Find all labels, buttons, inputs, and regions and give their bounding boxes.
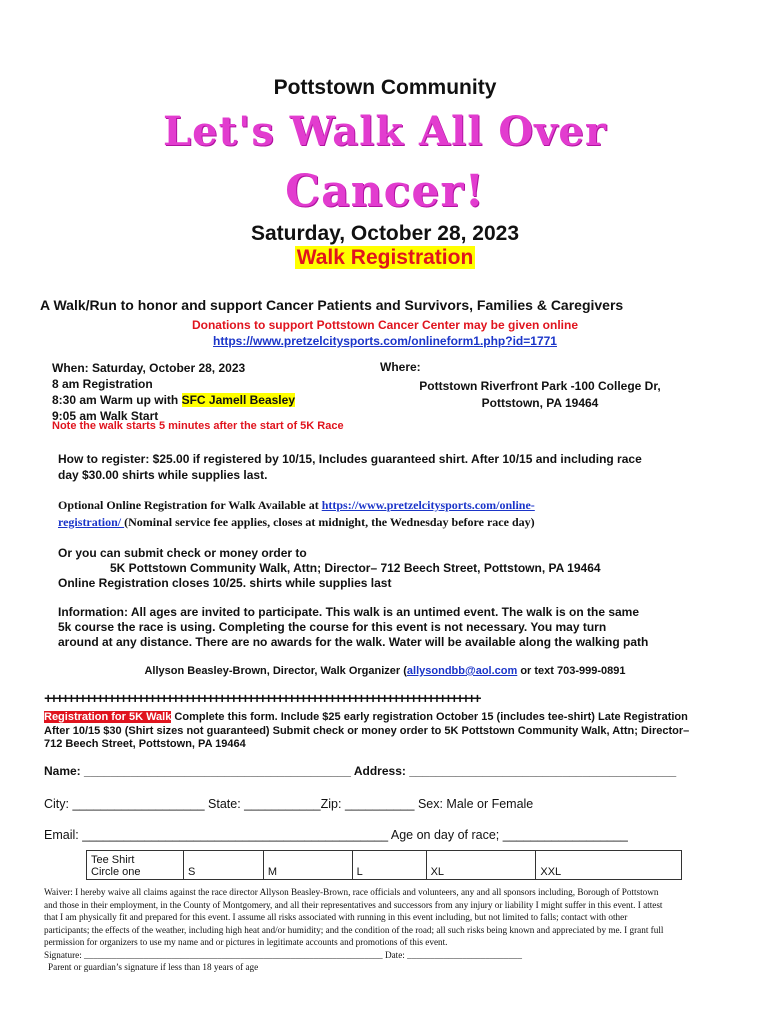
shirt-size-xxl[interactable]: XXL <box>536 851 682 880</box>
mail-line-2: 5K Pottstown Community Walk, Attn; Director– 712 Beech Street, Pottstown, PA 19464 <box>110 561 601 575</box>
organizer-contact <box>0 665 770 677</box>
online-suffix: (Nominal service fee applies, closes at midnight, the Wednesday before race day) <box>124 515 535 529</box>
donation-link-wrap <box>0 332 770 350</box>
name-address-field[interactable]: Name: ________________________________________ Address: ________________________________________ <box>44 764 677 778</box>
shirt-size-xl[interactable]: XL <box>426 851 536 880</box>
warmup-leader: SFC Jamell Beasley <box>181 393 295 407</box>
waiver-line-1: Waiver: I hereby waive all claims against the race director Allyson Beasley-Brown, race officials and volunteers, any and all sponsors including, Borough of Pottstown <box>44 887 659 897</box>
shirt-size-m[interactable]: M <box>263 851 352 880</box>
info-line-3: around at any distance. There are no awards for the walk. Water will be available along the walking path <box>58 635 649 649</box>
register-line-2: day $30.00 shirts while supplies last. <box>58 468 268 482</box>
plus-divider: +++++++++++++++++++++++++++++++++++++++++++++++++++++++++++++++++++++++++++ <box>44 692 480 708</box>
when-line-3 <box>52 392 295 408</box>
tagline: A Walk/Run to honor and support Cancer Patients and Survivors, Families & Caregivers <box>40 297 624 313</box>
form-intro-text: Complete this form. Include $25 early registration October 15 (includes tee-shirt) Late Registration <box>171 711 688 723</box>
waiver-line-5: permission for organizers to use my name and or pictures in legitimate accounts and promotions of this event. <box>44 937 448 947</box>
shirt-label-1: Tee Shirt <box>91 854 135 866</box>
when-line-2: 8 am Registration <box>52 377 153 391</box>
info-line-2: 5k course the race is using. Completing the course for this event is not necessary. You may turn <box>58 620 607 634</box>
when-line-1: When: Saturday, October 28, 2023 <box>52 361 246 375</box>
city-state-zip-sex-field[interactable]: City: ___________________ State: ___________Zip: __________ Sex: Male or Female <box>44 797 534 811</box>
walk-start-note: Note the walk starts 5 minutes after the start of 5K Race <box>52 420 344 432</box>
email-age-field[interactable]: Email: ____________________________________________ Age on day of race; __________________ <box>44 828 628 842</box>
online-registration <box>58 497 738 531</box>
online-link-2[interactable]: registration/ <box>58 515 125 529</box>
shirt-size-row <box>87 851 682 880</box>
shirt-size-table <box>86 850 682 880</box>
registration-title: Walk Registration <box>296 246 474 269</box>
mail-line-1: Or you can submit check or money order to <box>58 546 307 560</box>
signature-line[interactable]: Signature: _________________________________________________________________ Date: _________________________ <box>44 949 522 960</box>
registration-title-wrap <box>0 246 770 270</box>
shirt-size-s[interactable]: S <box>184 851 264 880</box>
wordart-line-2: Cancer! <box>285 166 485 217</box>
waiver-line-4: participants; the effects of the weather, including high heat and/or humidity; and the condition of the road; all such risks being known and appreciated by me. I grant full <box>44 924 664 935</box>
shirt-label-2: Circle one <box>91 866 141 878</box>
register-line-1 <box>58 451 738 467</box>
organizer-email-link[interactable]: allysondbb@aol.com <box>406 665 518 677</box>
organizer-suffix: or text 703-999-0891 <box>517 665 626 677</box>
register-price: How to register: $25.00 if registered by 10/15 <box>58 452 313 466</box>
mail-line-3: Online Registration closes 10/25. shirts while supplies last <box>58 576 392 590</box>
when-line-4: 9:05 am Walk Start <box>52 409 159 423</box>
where-line-2: Pottstown, PA 19464 <box>481 396 599 410</box>
form-intro <box>44 711 754 752</box>
form-intro-line-1 <box>44 711 754 725</box>
where-line-1: Pottstown Riverfront Park -100 College Dr, <box>419 379 661 393</box>
guardian-signature-note: Parent or guardian’s signature if less than 18 years of age <box>48 962 259 972</box>
when-block <box>52 360 295 424</box>
where-label: Where: <box>380 360 421 374</box>
register-details: , Includes guaranteed shirt. After 10/15 and including race <box>312 452 642 466</box>
how-to-register <box>58 451 738 483</box>
form-intro-line-3: 712 Beech Street, Pottstown, PA 19464 <box>44 738 246 750</box>
donation-link[interactable]: https://www.pretzelcitysports.com/onlineform1.php?id=1771 <box>213 334 557 348</box>
registration-tag: Registration for 5K Walk <box>44 711 172 723</box>
online-link-1[interactable]: https://www.pretzelcitysports.com/online- <box>321 498 535 512</box>
waiver-line-3: that I am physically fit and prepared for this event. I assume all risks associated with running in this event including, but not limited to falls; contact with other <box>44 912 628 922</box>
information-block <box>58 605 748 650</box>
where-address <box>380 378 700 412</box>
waiver-line-2: and those in their employment, in the County of Montgomery, and all their representatives and successors from any injury or liability I might suffer in this event. I attest <box>44 899 663 910</box>
info-line-1: Information: All ages are invited to participate. This walk is an untimed event. The walk is on the same <box>58 605 640 619</box>
donations-note: Donations to support Pottstown Cancer Center may be given online <box>191 318 579 332</box>
shirt-label-cell <box>87 851 184 880</box>
wordart-line-1: Let's Walk All Over <box>163 108 607 155</box>
shirt-size-l[interactable]: L <box>352 851 426 880</box>
form-intro-line-2: After 10/15 $30 (Shirt sizes not guaranteed) Submit check or money order to 5K Pottstown Community Walk, Attn; Director– <box>44 724 690 737</box>
mail-in-block <box>58 546 601 591</box>
waiver-block <box>44 886 734 974</box>
event-date: Saturday, October 28, 2023 <box>250 222 520 245</box>
online-prefix: Optional Online Registration for Walk Available at <box>58 498 322 512</box>
community-title: Pottstown Community <box>273 76 497 99</box>
warmup-prefix: 8:30 am Warm up with <box>52 393 182 407</box>
organizer-prefix: Allyson Beasley-Brown, Director, Walk Organizer ( <box>144 665 407 677</box>
